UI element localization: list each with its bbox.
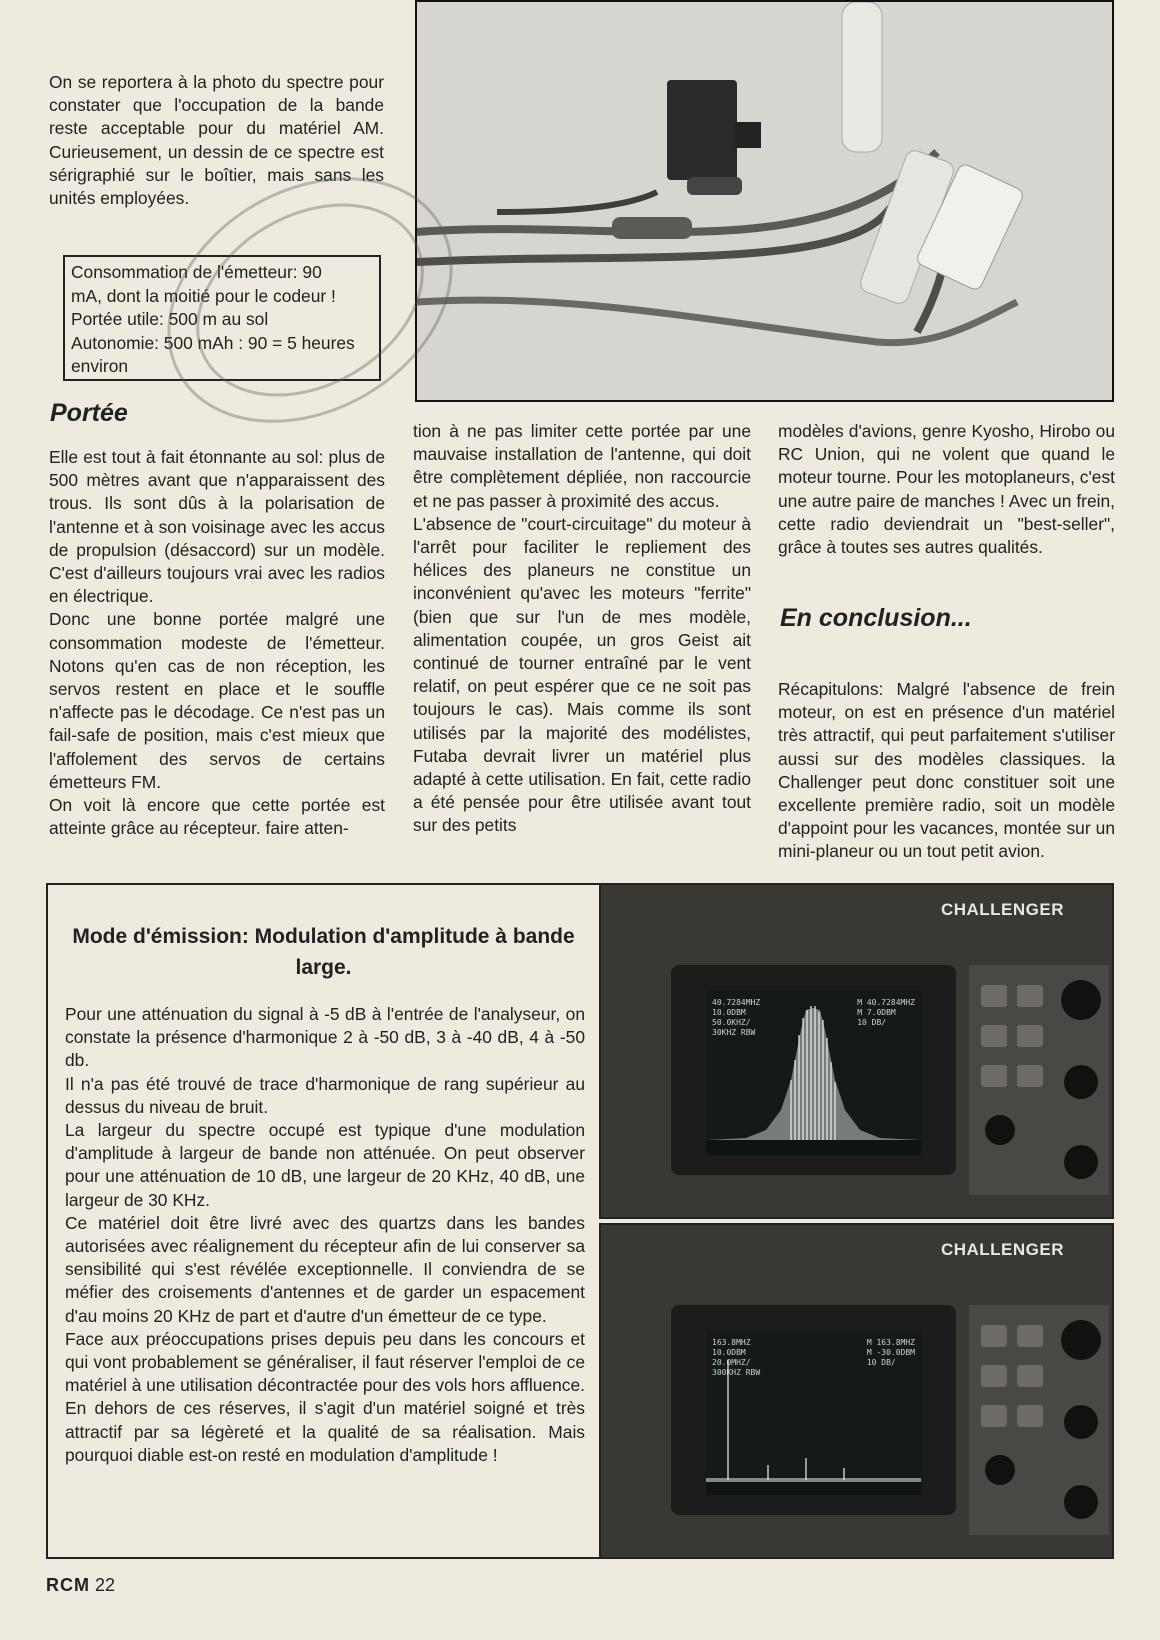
spec-line: Consommation de l'émetteur: 90 bbox=[71, 262, 322, 282]
paragraph: Face aux préoccupations prises depuis peu dans les concours et qui vont probablement se généraliser, il faut réserver l'emploi de ce matériel à une utilisation décontractée pour des vols hors affluence. En dehors de ces réserves, il s'agit d'un matériel soigné et très attractif par sa légèreté et la qualité de sa réalisation. Mais pourquoi diable est-on resté en modulation d'amplitude ! bbox=[65, 1328, 585, 1465]
spectrum-trace bbox=[706, 1330, 921, 1495]
tuning-knob bbox=[1064, 1145, 1098, 1179]
tuning-knob bbox=[1064, 1065, 1098, 1099]
tuning-knob bbox=[985, 1115, 1015, 1145]
brand-label: CHALLENGER bbox=[940, 1240, 1064, 1259]
screen-readout-right: M 163.8MHZ M -30.0DBM 10 DB/ bbox=[866, 1338, 915, 1367]
paragraph: L'absence de "court-circuitage" du moteur à l'arrêt pour faciliter le repliement des hélices des planeurs ne constitue un inconvénient qu'avec les moteurs "ferrite" (bien que sur l'un de mes modèle, alimentation coupée, un gros Geist ait continué de tourner entraîné par le vent relatif, on peut espérer que ce ne soit pas toujours le cas). Mais comme ils sont utilisés par la majorité des modélistes, Futaba devrait livrer un matériel plus adapté à cette utilisation. En fait, cette radio a été pensée pour être utilisée avant tout sur des petits bbox=[413, 513, 751, 836]
intro-paragraph: On se reportera à la photo du spectre pour constater que l'occupation de la bande reste acceptable pour du matériel AM. Curieusement, un dessin de ce spectre est sérigraphié sur le boîtier, mais sans les unités employées. bbox=[49, 72, 384, 209]
emission-mode-box bbox=[46, 883, 599, 1559]
screen-readout-left: 40.7284MHZ 10.0DBM 50.0KHZ/ 30KHZ RBW bbox=[712, 998, 761, 1037]
spectrum-photo-bottom bbox=[599, 1223, 1114, 1559]
tuning-knob bbox=[1061, 980, 1101, 1020]
paragraph: Ce matériel doit être livré avec des quartzs dans les bandes autorisées avec réalignement du récepteur afin de lui conserver sa sensibilité qui s'est révélée exceptionnelle. Il conviendra de se méfier des croisements d'antennes et de garder un espacement d'au moins 20 KHz de part et d'autre d'un émetteur de ce type. bbox=[65, 1212, 585, 1326]
paragraph: Il n'a pas été trouvé de trace d'harmonique de rang supérieur au dessus du niveau de bruit. bbox=[65, 1073, 585, 1117]
paragraph: Pour une atténuation du signal à -5 dB à l'entrée de l'analyseur, on constate la présence d'harmonique 2 à -50 dB, 3 à -40 dB, 4 à -50 db. bbox=[65, 1004, 585, 1071]
paragraph: La largeur du spectre occupé est typique d'une modulation d'amplitude à largeur de bande non atténuée. On peut observer pour une atténuation de 10 dB, une largeur de 20 KHz, 40 dB, une largeur de 30 KHz. bbox=[65, 1120, 585, 1210]
analyzer-controls bbox=[969, 965, 1109, 1195]
control-button bbox=[1017, 1365, 1043, 1387]
receiver-case bbox=[667, 80, 737, 180]
control-button bbox=[1017, 1405, 1043, 1427]
box-title: Mode d'émission: Modulation d'amplitude à bande large. bbox=[72, 925, 575, 979]
screen-readout-right: M 40.7284MHZ M 7.0DBM 10 DB/ bbox=[857, 998, 915, 1027]
control-button bbox=[1017, 1025, 1043, 1047]
spec-line: environ bbox=[71, 356, 129, 376]
analyzer-screen bbox=[706, 990, 921, 1155]
spectrum-photo-top bbox=[599, 883, 1114, 1219]
analyzer-screen bbox=[706, 1330, 921, 1495]
spec-line: Portée utile: 500 m au sol bbox=[71, 309, 269, 329]
spec-line: mA, dont la moitié pour le codeur ! bbox=[71, 285, 336, 306]
control-button bbox=[1017, 985, 1043, 1007]
control-button bbox=[981, 1065, 1007, 1087]
column-3-bottom bbox=[778, 678, 1115, 864]
magazine-logo: RCM bbox=[46, 1575, 90, 1595]
paragraph: Récapitulons: Malgré l'absence de frein moteur, on est en présence d'un matériel très attractif, qui peut parfaitement s'utiliser aussi sur des modèles classiques. la Challenger peut donc constituer soit une excellente première radio, soit un modèle d'appoint pour les vacances, montée sur un mini-planeur ou un tout petit avion. bbox=[778, 679, 1115, 862]
control-button bbox=[1017, 1065, 1043, 1087]
heading-conclusion: En conclusion... bbox=[780, 604, 972, 632]
page-number: 22 bbox=[95, 1575, 116, 1595]
paragraph: Donc une bonne portée malgré une consommation modeste de l'émetteur. Notons qu'en cas de non réception, les servos restent en place et le souffle n'affecte pas le décodage. Ce n'est pas un fail-safe de position, mais c'est mieux que l'affolement des servos de certains émetteurs FM. bbox=[49, 609, 385, 792]
column-2-body bbox=[413, 420, 751, 838]
control-button bbox=[981, 1025, 1007, 1047]
control-button bbox=[1017, 1325, 1043, 1347]
tuning-knob bbox=[1061, 1320, 1101, 1360]
receiver-photo bbox=[415, 0, 1114, 402]
spec-line: Autonomie: 500 mAh : 90 = 5 heures bbox=[71, 332, 355, 353]
column-3-top bbox=[778, 420, 1115, 559]
control-button bbox=[981, 985, 1007, 1007]
control-button bbox=[981, 1405, 1007, 1427]
specs-box bbox=[63, 255, 381, 381]
box-body bbox=[65, 1003, 585, 1467]
column-1-body bbox=[49, 446, 385, 840]
analyzer-bezel bbox=[671, 1305, 956, 1515]
heading-portee: Portée bbox=[50, 399, 128, 427]
analyzer-bezel bbox=[671, 965, 956, 1175]
paragraph: tion à ne pas limiter cette portée par une mauvaise installation de l'antenne, qui doit être complètement dépliée, non raccourcie et ne pas passer à proximité des accus. bbox=[413, 421, 751, 511]
column-1-intro bbox=[49, 71, 384, 210]
spectrum-trace bbox=[706, 990, 921, 1155]
switch-connector bbox=[612, 217, 692, 239]
analyzer-controls bbox=[969, 1305, 1109, 1535]
screen-readout-left: 163.8MHZ 10.0DBM 20.0MHZ/ 300KHZ RBW bbox=[712, 1338, 761, 1377]
control-button bbox=[981, 1365, 1007, 1387]
page-footer bbox=[46, 1575, 115, 1596]
tuning-knob bbox=[1064, 1405, 1098, 1439]
paragraph: modèles d'avions, genre Kyosho, Hirobo ou RC Union, qui ne volent que quand le moteur tourne. Pour les motoplaneurs, c'est une autre paire de manches ! Avec un frein, cette radio deviendrait un "best-seller", grâce à toutes ses autres qualités. bbox=[778, 421, 1115, 558]
control-button bbox=[981, 1325, 1007, 1347]
tuning-knob bbox=[985, 1455, 1015, 1485]
receiver-illustration bbox=[417, 2, 1112, 400]
brand-label: CHALLENGER bbox=[940, 900, 1064, 919]
paragraph: On voit là encore que cette portée est atteinte grâce au récepteur. faire atten- bbox=[49, 795, 385, 839]
tuning-knob bbox=[1064, 1485, 1098, 1519]
paragraph: Elle est tout à fait étonnante au sol: plus de 500 mètres avant que n'apparaissent des trous. Ils sont dûs à la polarisation de l'antenne et à son voisinage avec les accus de propulsion (désaccord) sur un modèle. C'est d'ailleurs toujours vrai avec les radios en électrique. bbox=[49, 447, 385, 607]
